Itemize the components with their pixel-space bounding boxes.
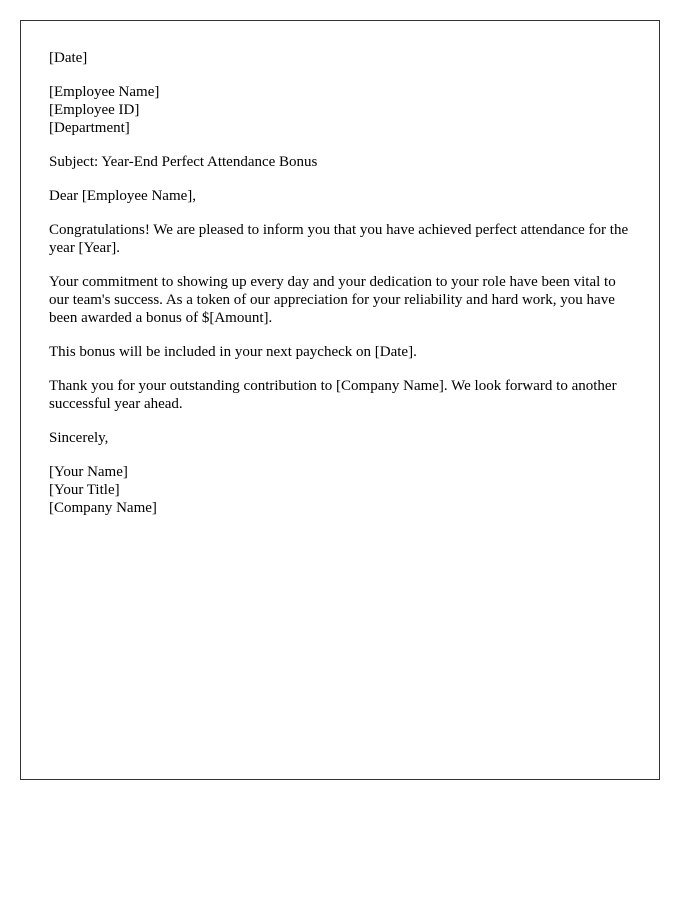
body-paragraph-congratulations: Congratulations! We are pleased to inform you that you have achieved perfect attendance for the year [Year]. [49,222,629,256]
signature-company: [Company Name] [49,500,157,516]
signature-title: [Your Title] [49,482,120,498]
body-paragraph-paycheck: This bonus will be included in your next paycheck on [Date]. [49,344,417,360]
letter-date: [Date] [49,50,88,66]
recipient-id: [Employee ID] [49,102,140,118]
letter-salutation: Dear [Employee Name], [49,188,197,204]
recipient-block [49,83,631,137]
signature-name: [Your Name] [49,464,128,480]
recipient-department: [Department] [49,120,130,136]
letter-page [20,20,660,780]
recipient-name: [Employee Name] [49,84,160,100]
signature-block [49,463,631,517]
letter-closing: Sincerely, [49,430,109,446]
body-paragraph-thanks: Thank you for your outstanding contribution to [Company Name]. We look forward to another successful year ahead. [49,378,617,412]
letter-subject: Subject: Year-End Perfect Attendance Bonus [49,154,318,170]
body-paragraph-appreciation: Your commitment to showing up every day and your dedication to your role have been vital to our team's success. As a token of our appreciation for your reliability and hard work, you have been awarded a bonus of $[Amount]. [49,274,616,326]
